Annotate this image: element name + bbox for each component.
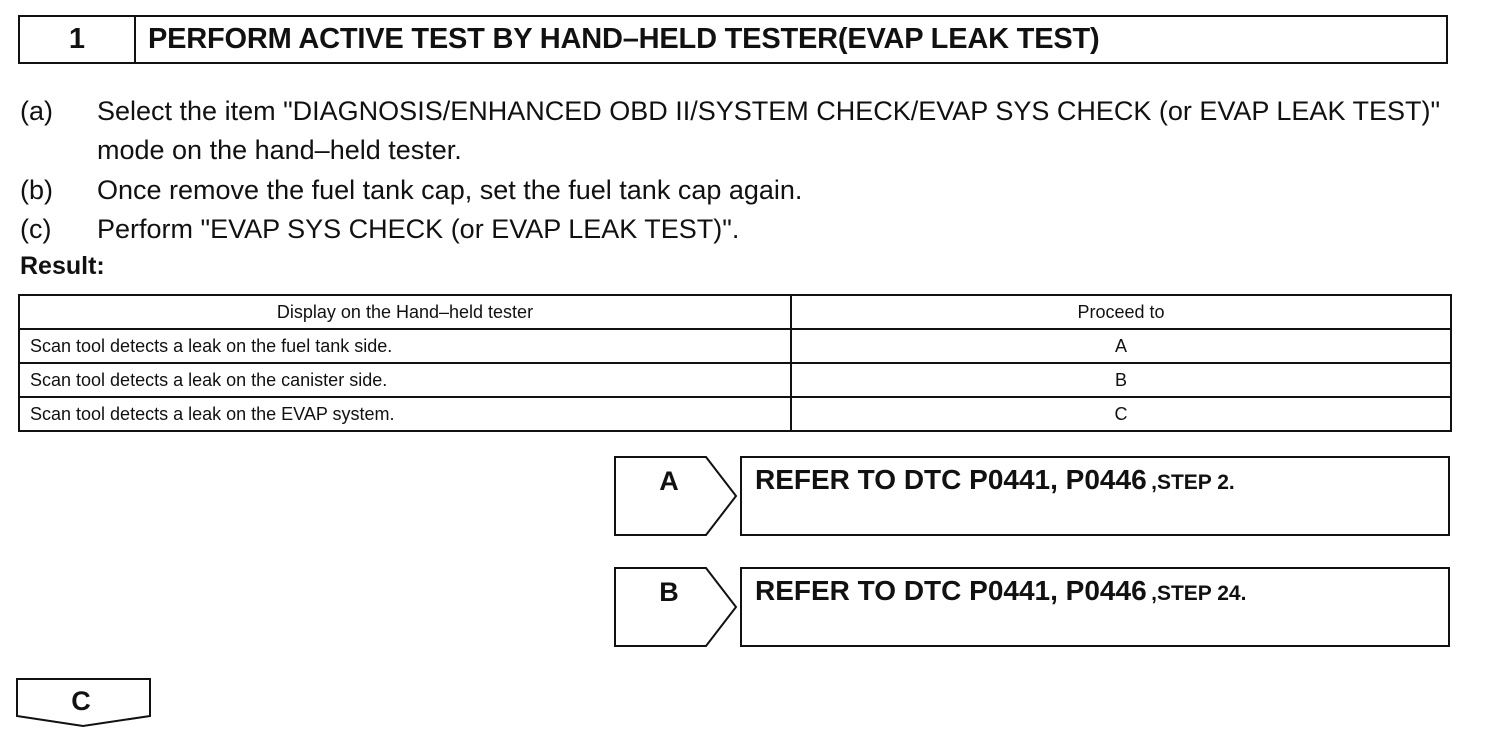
step-title: PERFORM ACTIVE TEST BY HAND–HELD TESTER(EVAP LEAK TEST) [148,23,1100,55]
branch-action-box [740,567,1450,647]
instruction-label: (c) [20,214,52,244]
table-row [19,397,1451,431]
instruction-c [20,210,1460,249]
display-cell: Scan tool detects a leak on the fuel tank side. [19,329,791,363]
proceed-cell: A [791,329,1451,363]
branch-a [614,456,1452,538]
column-header-proceed: Proceed to [791,295,1451,329]
branch-letter: A [659,466,679,496]
result-table [18,294,1452,432]
table-row [19,329,1451,363]
display-cell: Scan tool detects a leak on the canister side. [19,363,791,397]
proceed-cell: B [791,363,1451,397]
branch-b [614,567,1452,649]
instruction-a [20,92,1460,170]
step-number: 1 [20,17,136,62]
display-cell: Scan tool detects a leak on the EVAP system. [19,397,791,431]
instruction-text: Perform "EVAP SYS CHECK (or EVAP LEAK TEST)". [97,214,740,244]
branch-letter: B [659,577,679,607]
instruction-label: (b) [20,175,53,205]
branch-action-box [740,456,1450,536]
branch-action-suffix: ,STEP 2. [1151,471,1235,494]
instruction-label: (a) [20,96,53,126]
branch-letter: C [71,686,91,716]
table-header-row [19,295,1451,329]
branch-action-main: REFER TO DTC P0441, P0446 [755,464,1147,495]
result-label: Result: [20,252,105,280]
branch-action-suffix: ,STEP 24. [1151,582,1247,605]
step-header [18,15,1448,64]
table-row [19,363,1451,397]
instruction-text: Select the item "DIAGNOSIS/ENHANCED OBD II/SYSTEM CHECK/EVAP SYS CHECK (or EVAP LEAK TEST)" mode on the hand–held tester. [97,96,1441,165]
branch-action-main: REFER TO DTC P0441, P0446 [755,575,1147,606]
instruction-b [20,171,1460,210]
instruction-text: Once remove the fuel tank cap, set the fuel tank cap again. [97,175,803,205]
proceed-cell: C [791,397,1451,431]
column-header-display: Display on the Hand–held tester [19,295,791,329]
branch-c [16,678,154,728]
